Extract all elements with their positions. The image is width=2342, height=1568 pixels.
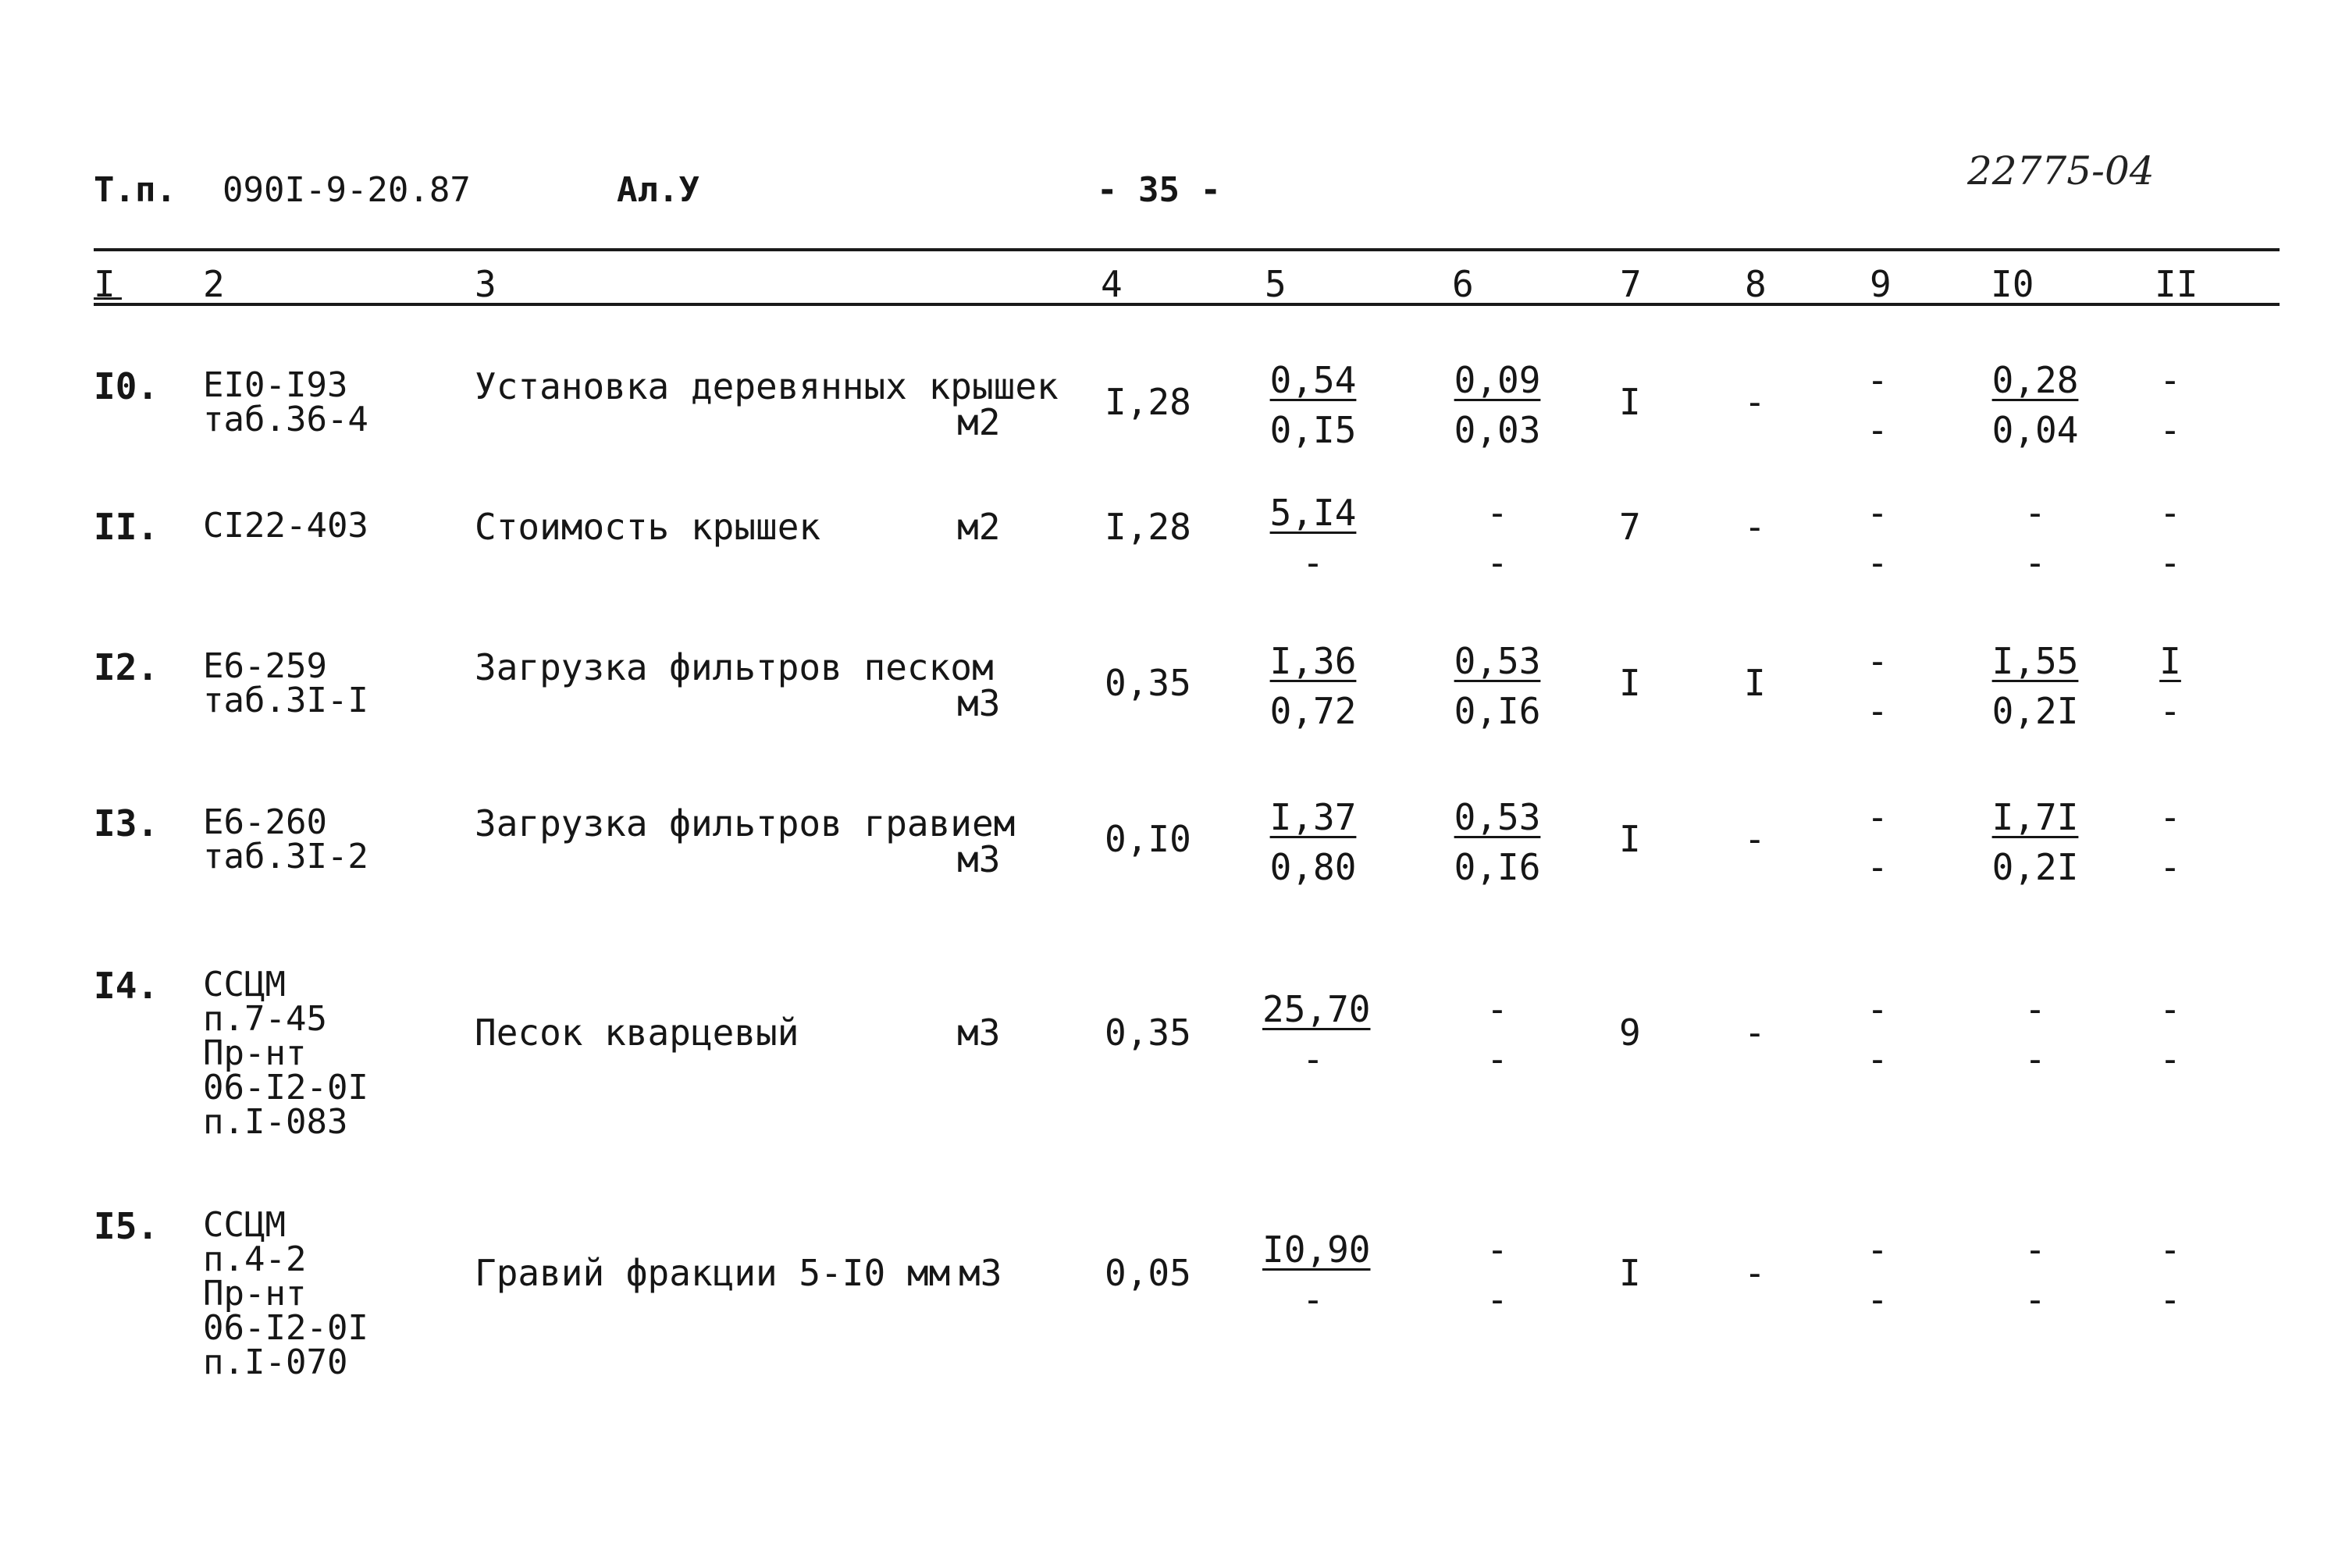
fraction-numerator: I,36 (1269, 640, 1357, 682)
fraction-c11 (2120, 640, 2221, 732)
fraction-numerator: - (1867, 1228, 1888, 1271)
fraction-c9 (1827, 640, 1928, 732)
fraction-numerator: - (1486, 1228, 1508, 1271)
fraction-c5 (1262, 1228, 1371, 1321)
fraction-c9 (1827, 1228, 1928, 1321)
quantity: 0,I0 (1105, 818, 1191, 860)
header-rule (94, 303, 2280, 306)
fraction-denominator: - (1867, 542, 1888, 584)
quantity: I,28 (1105, 506, 1191, 548)
value-c8: I (1744, 662, 1766, 704)
fraction-denominator: 0,2I (1991, 846, 2079, 888)
fraction-numerator: - (2024, 1228, 2046, 1271)
fraction-denominator: - (1867, 1038, 1888, 1080)
fraction-denominator: - (1486, 1278, 1508, 1321)
fraction-c11 (2120, 796, 2221, 888)
fraction-c11 (2120, 1228, 2221, 1321)
fraction-numerator: - (2159, 492, 2181, 534)
norm-code: E6-259 таб.3I-I (203, 646, 368, 720)
quantity: 0,05 (1105, 1252, 1191, 1294)
fraction-denominator: - (2024, 1038, 2046, 1080)
fraction-c5 (1262, 640, 1364, 732)
row-number: I3. (94, 802, 159, 844)
top-rule (94, 248, 2280, 251)
unit: м2 (957, 401, 1001, 443)
fraction-numerator: - (1867, 492, 1888, 534)
row-number: I2. (94, 646, 159, 688)
fraction-c10 (1984, 796, 2086, 888)
quantity: I,28 (1105, 381, 1191, 423)
value-c8: - (1744, 818, 1766, 860)
fraction-c5 (1262, 492, 1364, 584)
fraction-denominator: - (1867, 690, 1888, 732)
unit: м2 (957, 506, 1001, 548)
fraction-c6 (1447, 492, 1548, 584)
value-c7: 9 (1619, 1012, 1641, 1054)
fraction-c6 (1447, 988, 1548, 1080)
value-c7: I (1619, 662, 1641, 704)
quantity: 0,35 (1105, 1012, 1191, 1054)
column-number-10: I0 (1991, 263, 2034, 305)
fraction-denominator: 0,72 (1269, 690, 1357, 732)
column-number-1: I (94, 263, 116, 305)
unit: м3 (957, 838, 1001, 880)
column-number-4: 4 (1101, 263, 1123, 305)
value-c8: - (1744, 506, 1766, 548)
fraction-c10 (1984, 359, 2086, 451)
fraction-denominator: - (1486, 1038, 1508, 1080)
value-c8: - (1744, 1012, 1766, 1054)
fraction-c5 (1262, 796, 1364, 888)
work-name: Загрузка фильтров песком (475, 646, 994, 688)
fraction-numerator: 0,54 (1269, 359, 1357, 401)
work-name: Песок кварцевый (475, 1012, 799, 1054)
row-number: II. (94, 506, 159, 548)
page-number: - 35 - (1097, 170, 1221, 210)
fraction-denominator: 0,04 (1991, 409, 2079, 451)
fraction-denominator: 0,I6 (1454, 846, 1541, 888)
fraction-c6 (1447, 1228, 1548, 1321)
fraction-denominator: - (2159, 1038, 2181, 1080)
fraction-denominator: - (2024, 542, 2046, 584)
fraction-numerator: - (1486, 492, 1508, 534)
header-prefix: Т.п. (94, 170, 176, 210)
fraction-c10 (1984, 492, 2086, 584)
work-name: Гравий фракции 5-I0 мм (475, 1252, 951, 1294)
norm-code: CI22-403 (203, 506, 368, 546)
fraction-denominator: 0,03 (1454, 409, 1541, 451)
fraction-denominator: - (2159, 846, 2181, 888)
value-c7: 7 (1619, 506, 1641, 548)
fraction-denominator: - (2159, 1278, 2181, 1321)
fraction-c10 (1984, 1228, 2086, 1321)
fraction-denominator: 0,I5 (1269, 409, 1357, 451)
fraction-numerator: I0,90 (1262, 1228, 1371, 1271)
fraction-c6 (1447, 796, 1548, 888)
fraction-denominator: - (2159, 409, 2181, 451)
fraction-numerator: - (2024, 988, 2046, 1030)
fraction-numerator: - (2024, 492, 2046, 534)
fraction-denominator: - (1302, 542, 1324, 584)
unit: м3 (959, 1252, 1002, 1294)
fraction-denominator: - (1867, 846, 1888, 888)
norm-code: EI0-I93 таб.36-4 (203, 365, 368, 439)
fraction-numerator: 0,53 (1454, 640, 1541, 682)
fraction-numerator: 5,I4 (1269, 492, 1357, 534)
fraction-numerator: I,37 (1269, 796, 1357, 838)
unit: м3 (957, 682, 1001, 724)
fraction-numerator: - (1867, 640, 1888, 682)
fraction-numerator: - (1486, 988, 1508, 1030)
fraction-numerator: - (1867, 988, 1888, 1030)
fraction-denominator: - (1867, 409, 1888, 451)
fraction-denominator: - (1302, 1038, 1324, 1080)
row-number: I0. (94, 365, 159, 407)
fraction-c6 (1447, 640, 1548, 732)
work-name: Загрузка фильтров гравием (475, 802, 1016, 844)
value-c7: I (1619, 1252, 1641, 1294)
fraction-denominator: - (1867, 1278, 1888, 1321)
work-name: Стоимость крышек (475, 506, 821, 548)
value-c7: I (1619, 818, 1641, 860)
fraction-numerator: - (2159, 988, 2181, 1030)
row-number: I5. (94, 1205, 159, 1247)
fraction-c5 (1262, 988, 1371, 1080)
norm-code: ССЦМ п.7-45 Пр-нт 06-I2-0I п.I-083 (203, 965, 368, 1142)
fraction-numerator: - (1867, 359, 1888, 401)
fraction-denominator: - (1302, 1278, 1324, 1321)
value-c7: I (1619, 381, 1641, 423)
fraction-denominator: 0,2I (1991, 690, 2079, 732)
fraction-numerator: I,7I (1991, 796, 2079, 838)
column-number-8: 8 (1745, 263, 1767, 305)
fraction-denominator: - (1486, 542, 1508, 584)
fraction-c9 (1827, 796, 1928, 888)
document-stamp: 22775-04 (1967, 148, 2155, 194)
fraction-numerator: - (2159, 796, 2181, 838)
column-number-3: 3 (475, 263, 497, 305)
fraction-c6 (1447, 359, 1548, 451)
project-code: 090I-9-20.87 (222, 170, 471, 210)
column-number-5: 5 (1265, 263, 1287, 305)
norm-code: ССЦМ п.4-2 Пр-нт 06-I2-0I п.I-070 (203, 1205, 368, 1382)
row-number: I4. (94, 965, 159, 1007)
fraction-numerator: - (2159, 1228, 2181, 1271)
quantity: 0,35 (1105, 662, 1191, 704)
fraction-c9 (1827, 988, 1928, 1080)
fraction-numerator: I (2159, 640, 2181, 682)
fraction-denominator: - (2159, 542, 2181, 584)
fraction-numerator: 0,53 (1454, 796, 1541, 838)
fraction-c9 (1827, 359, 1928, 451)
fraction-c9 (1827, 492, 1928, 584)
fraction-numerator: I,55 (1991, 640, 2079, 682)
fraction-c10 (1984, 988, 2086, 1080)
value-c8: - (1744, 381, 1766, 423)
value-c8: - (1744, 1252, 1766, 1294)
album-label: Ал.У (617, 170, 699, 210)
column-number-7: 7 (1620, 263, 1642, 305)
fraction-c11 (2120, 359, 2221, 451)
fraction-denominator: 0,I6 (1454, 690, 1541, 732)
work-name: Установка деревянных крышек (475, 365, 1059, 407)
column-number-11: II (2155, 263, 2198, 305)
fraction-c5 (1262, 359, 1364, 451)
fraction-c11 (2120, 492, 2221, 584)
column-number-2: 2 (203, 263, 225, 305)
column-number-6: 6 (1452, 263, 1474, 305)
fraction-numerator: 0,28 (1991, 359, 2079, 401)
fraction-c11 (2120, 988, 2221, 1080)
unit: м3 (957, 1012, 1001, 1054)
fraction-numerator: 0,09 (1454, 359, 1541, 401)
fraction-denominator: - (2024, 1278, 2046, 1321)
fraction-numerator: 25,70 (1262, 988, 1371, 1030)
norm-code: E6-260 таб.3I-2 (203, 802, 368, 876)
fraction-c10 (1984, 640, 2086, 732)
fraction-denominator: 0,80 (1269, 846, 1357, 888)
fraction-numerator: - (2159, 359, 2181, 401)
fraction-numerator: - (1867, 796, 1888, 838)
fraction-denominator: - (2159, 690, 2181, 732)
column-number-9: 9 (1870, 263, 1892, 305)
